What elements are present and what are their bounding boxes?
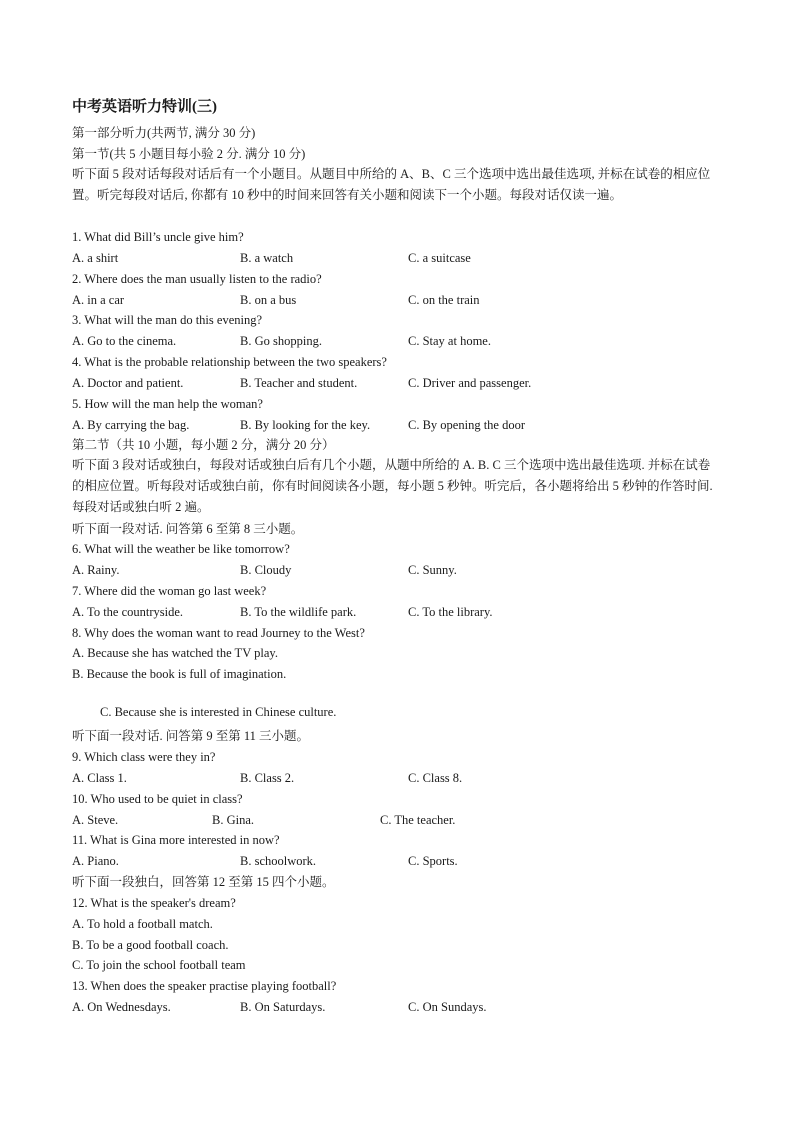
q3-option-c: C. Stay at home. bbox=[408, 334, 491, 348]
question-8: 8. Why does the woman want to read Journey to the West? bbox=[72, 626, 365, 640]
dialogue-note-1: 听下面一段对话. 问答第 6 至第 8 三小题。 bbox=[72, 522, 304, 536]
q5-option-b: B. By looking for the key. bbox=[240, 418, 371, 432]
exam-title: 中考英语听力特训(三) bbox=[72, 99, 217, 115]
q12-option-c: C. To join the school football team bbox=[72, 958, 246, 972]
q8-option-c: C. Because she is interested in Chinese culture. bbox=[100, 705, 337, 719]
question-3: 3. What will the man do this evening? bbox=[72, 313, 263, 327]
q2-option-a: A. in a car bbox=[72, 293, 125, 307]
q12-option-a: A. To hold a football match. bbox=[72, 917, 213, 931]
q3-option-a: A. Go to the cinema. bbox=[72, 334, 177, 348]
q10-option-b: B. Gina. bbox=[212, 813, 255, 827]
q11-option-c: C. Sports. bbox=[408, 854, 458, 868]
q8-option-a: A. Because she has watched the TV play. bbox=[72, 646, 278, 660]
section-1-heading: 第一节(共 5 小题目每小验 2 分. 满分 10 分) bbox=[72, 147, 306, 161]
q2-option-c: C. on the train bbox=[408, 293, 480, 307]
q9-option-c: C. Class 8. bbox=[408, 771, 463, 785]
question-7: 7. Where did the woman go last week? bbox=[72, 584, 267, 598]
q10-option-a: A. Steve. bbox=[72, 813, 119, 827]
q5-option-c: C. By opening the door bbox=[408, 418, 526, 432]
q6-option-c: C. Sunny. bbox=[408, 563, 457, 577]
q7-option-b: B. To the wildlife park. bbox=[240, 605, 357, 619]
q9-option-b: B. Class 2. bbox=[240, 771, 295, 785]
q9-option-a: A. Class 1. bbox=[72, 771, 127, 785]
q4-option-a: A. Doctor and patient. bbox=[72, 376, 184, 390]
q4-option-c: C. Driver and passenger. bbox=[408, 376, 532, 390]
question-10: 10. Who used to be quiet in class? bbox=[72, 792, 243, 806]
q1-option-a: A. a shirt bbox=[72, 251, 119, 265]
q1-option-c: C. a suitcase bbox=[408, 251, 471, 265]
question-6: 6. What will the weather be like tomorrow? bbox=[72, 542, 290, 556]
q12-option-b: B. To be a good football coach. bbox=[72, 938, 229, 952]
q11-option-a: A. Piano. bbox=[72, 854, 119, 868]
dialogue-note-2: 听下面一段对话. 问答第 9 至第 11 三小题。 bbox=[72, 729, 310, 743]
q7-option-a: A. To the countryside. bbox=[72, 605, 184, 619]
question-1: 1. What did Bill’s uncle give him? bbox=[72, 230, 244, 244]
question-13: 13. When does the speaker practise playing football? bbox=[72, 979, 337, 993]
question-9: 9. Which class were they in? bbox=[72, 750, 216, 764]
question-4: 4. What is the probable relationship between the two speakers? bbox=[72, 355, 387, 369]
question-5: 5. How will the man help the woman? bbox=[72, 397, 263, 411]
section-2-heading: 第二节（共 10 小题，每小题 2 分，满分 20 分） bbox=[72, 438, 335, 452]
q6-option-a: A. Rainy. bbox=[72, 563, 120, 577]
q1-option-b: B. a watch bbox=[240, 251, 294, 265]
q13-option-c: C. On Sundays. bbox=[408, 1000, 487, 1014]
section-1-instructions: 听下面 5 段对话每段对话后有一个小题目。从题目中所给的 A、B、C 三个选项中选出最佳选项, 并标在试卷的相应位置。听完每段对话后, 你都有 10 秒中的时间来回答有关小题和阅读下一个小题。每段对话仅读一遍。 bbox=[72, 167, 711, 202]
q13-option-b: B. On Saturdays. bbox=[240, 1000, 326, 1014]
q3-option-b: B. Go shopping. bbox=[240, 334, 322, 348]
q7-option-c: C. To the library. bbox=[408, 605, 493, 619]
q4-option-b: B. Teacher and student. bbox=[240, 376, 358, 390]
question-11: 11. What is Gina more interested in now? bbox=[72, 833, 280, 847]
q2-option-b: B. on a bus bbox=[240, 293, 297, 307]
question-12: 12. What is the speaker's dream? bbox=[72, 896, 236, 910]
part-heading: 第一部分听力(共两节, 满分 30 分) bbox=[72, 126, 256, 140]
q10-option-c: C. The teacher. bbox=[380, 813, 456, 827]
section-2-instructions: 听下面 3 段对话或独白，每段对话或独白后有几个小题，从题中所给的 A. B. C 三个选项中选出最佳选项. 并标在试卷的相应位置。听每段对话或独白前，你有时间阅读各小题，每小题 5 秒钟。听完后，各小题将给出 5 秒钟的作答时间. 每段对话或独白听 2 遍。 bbox=[72, 458, 713, 514]
question-2: 2. Where does the man usually listen to the radio? bbox=[72, 272, 322, 286]
q6-option-b: B. Cloudy bbox=[240, 563, 292, 577]
q8-option-b: B. Because the book is full of imagination. bbox=[72, 667, 287, 681]
q13-option-a: A. On Wednesdays. bbox=[72, 1000, 171, 1014]
monologue-note: 听下面一段独白，回答第 12 至第 15 四个小题。 bbox=[72, 875, 335, 889]
q5-option-a: A. By carrying the bag. bbox=[72, 418, 190, 432]
q11-option-b: B. schoolwork. bbox=[240, 854, 317, 868]
